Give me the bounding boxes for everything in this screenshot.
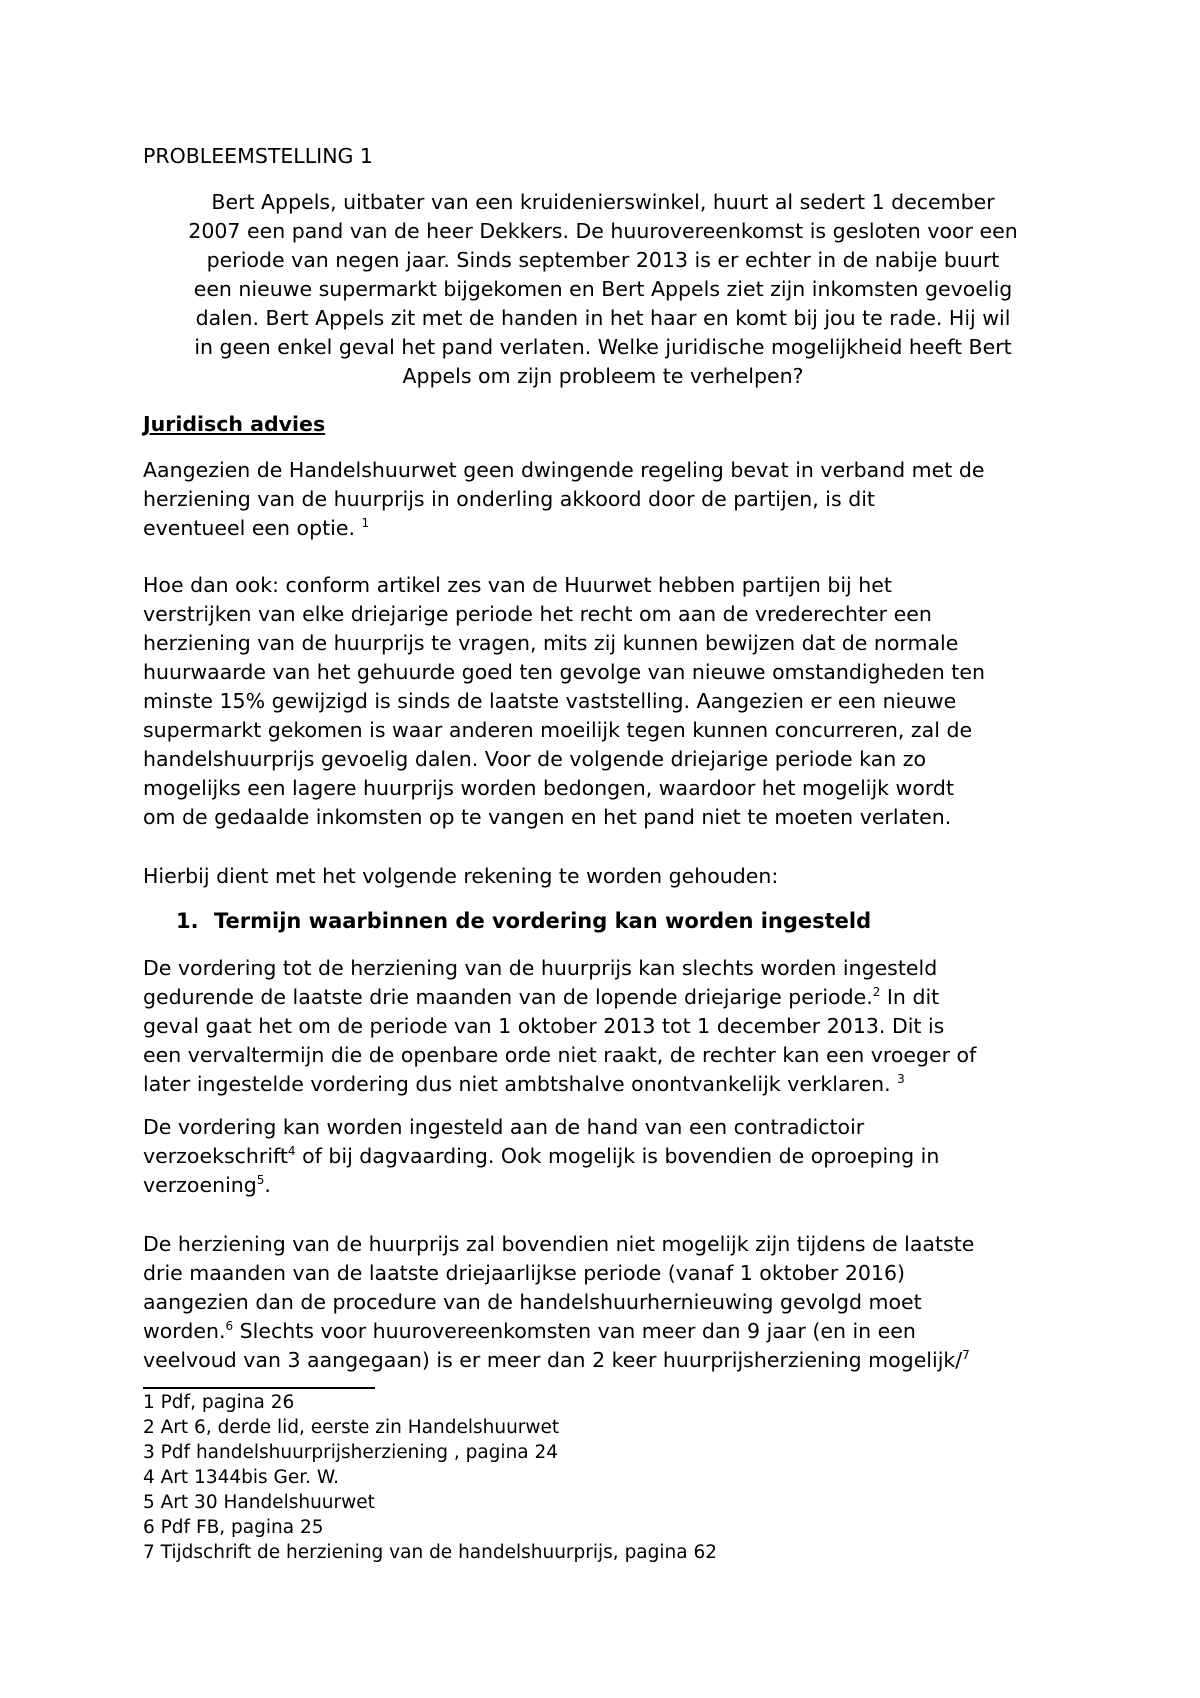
- text-line: om de gedaalde inkomsten op te vangen en het pand niet te moeten verlaten.: [143, 805, 952, 829]
- footnote-ref: 2: [872, 985, 881, 999]
- text-line: Hoe dan ook: conform artikel zes van de Huurwet hebben partijen bij het: [143, 573, 892, 597]
- footnote: 1 Pdf, pagina 26: [143, 1392, 295, 1413]
- paragraph-procedure: [143, 1113, 1063, 1200]
- footnote: 2 Art 6, derde lid, eerste zin Handelshuurwet: [143, 1417, 560, 1438]
- footnote: 6 Pdf FB, pagina 25: [143, 1517, 324, 1538]
- footnote-ref: 4: [287, 1144, 296, 1158]
- text-line: veelvoud van 3 aangegaan) is er meer dan 2 keer huurprijsherziening mogelijk/$^7$: [143, 1348, 970, 1372]
- text-line: supermarkt gekomen is waar anderen moeilijk tegen kunnen concurreren, zal de: [143, 718, 973, 742]
- footnote: 5 Art 30 Handelshuurwet: [143, 1492, 375, 1513]
- footnote-ref: 1: [361, 516, 370, 530]
- text-line: De vordering tot de herziening van de huurprijs kan slechts worden ingesteld: [143, 956, 938, 980]
- text-line: handelshuurprijs gevoelig dalen. Voor de volgende driejarige periode kan zo: [143, 747, 927, 771]
- text-line: herziening van de huurprijs te vragen, mits zij kunnen bewijzen dat de normale: [143, 631, 959, 655]
- footnote-ref: 5: [256, 1173, 265, 1187]
- text-line: worden.$^6$ Slechts voor huurovereenkomsten van meer dan 9 jaar (en in een: [143, 1319, 916, 1343]
- section-heading-1: [176, 907, 1096, 936]
- footnote-ref: 6: [225, 1319, 234, 1333]
- problem-line: periode van negen jaar. Sinds september 2013 is er echter in de nabije buurt: [206, 248, 1000, 272]
- text-line: verstrijken van elke driejarige periode het recht om aan de vrederechter een: [143, 602, 932, 626]
- paragraph-termijn: [143, 954, 1063, 1099]
- footnote: 4 Art 1344bis Ger. W.: [143, 1467, 339, 1488]
- advies-heading: Juridisch advies: [143, 412, 326, 436]
- problem-line: Bert Appels, uitbater van een kruidenierswinkel, huurt al sedert 1 december: [211, 190, 995, 214]
- text-line: De herziening van de huurprijs zal bovendien niet mogelijk zijn tijdens de laatste: [143, 1232, 975, 1256]
- problem-statement: [143, 188, 1063, 391]
- section-number: 1.: [176, 909, 199, 933]
- text-line: aangezien dan de procedure van de handelshuurhernieuwing gevolgd moet: [143, 1290, 922, 1314]
- footnote: 3 Pdf handelshuurprijsherziening , pagina 24: [143, 1442, 559, 1463]
- text-line: minste 15% gewijzigd is sinds de laatste vaststelling. Aangezien er een nieuwe: [143, 689, 957, 713]
- page-title: PROBLEEMSTELLING 1: [143, 144, 373, 168]
- footnote-ref: 3: [897, 1072, 905, 1086]
- text-line: drie maanden van de laatste driejaarlijkse periode (vanaf 1 oktober 2016): [143, 1261, 906, 1285]
- text-line: een vervaltermijn die de openbare orde niet raakt, de rechter kan een vroeger of: [143, 1043, 977, 1067]
- text-line: geval gaat het om de periode van 1 oktober 2013 tot 1 december 2013. Dit is: [143, 1014, 945, 1038]
- footnotes: [143, 1390, 717, 1565]
- problem-line: in geen enkel geval het pand verlaten. Welke juridische mogelijkheid heeft Bert: [194, 335, 1012, 359]
- text-line: Aangezien de Handelshuurwet geen dwingende regeling bevat in verband met de: [143, 458, 985, 482]
- paragraph-lead: Hierbij dient met het volgende rekening te worden gehouden:: [143, 864, 779, 888]
- text-line: herziening van de huurprijs in onderling akkoord door de partijen, is dit: [143, 487, 875, 511]
- text-line: eventueel een optie. $^1$: [143, 516, 370, 540]
- problem-line: 2007 een pand van de heer Dekkers. De huurovereenkomst is gesloten voor een: [188, 219, 1018, 243]
- problem-line: een nieuwe supermarkt bijgekomen en Bert Appels ziet zijn inkomsten gevoelig: [193, 277, 1013, 301]
- text-line: verzoening$^5$.: [143, 1173, 271, 1197]
- footnote-ref: 7: [962, 1348, 970, 1362]
- text-line: gedurende de laatste drie maanden van de lopende driejarige periode.$^2$ In dit: [143, 985, 940, 1009]
- section-title: Termijn waarbinnen de vordering kan worden ingesteld: [214, 909, 872, 933]
- text-line: verzoekschrift$^4$ of bij dagvaarding. Ook mogelijk is bovendien de oproeping in: [143, 1144, 940, 1168]
- paragraph-intro: [143, 456, 1063, 543]
- paragraph-analysis: [143, 571, 1063, 832]
- text-line: later ingestelde vordering dus niet ambtshalve onontvankelijk verklaren. $^3$: [143, 1072, 905, 1096]
- footnote: 7 Tijdschrift de herziening van de handelshuurprijs, pagina 62: [143, 1542, 718, 1563]
- text-line: huurwaarde van het gehuurde goed ten gevolge van nieuwe omstandigheden ten: [143, 660, 985, 684]
- problem-line: dalen. Bert Appels zit met de handen in het haar en komt bij jou te rade. Hij wil: [195, 306, 1011, 330]
- text-line: De vordering kan worden ingesteld aan de hand van een contradictoir: [143, 1115, 865, 1139]
- text-line: mogelijks een lagere huurprijs worden bedongen, waardoor het mogelijk wordt: [143, 776, 954, 800]
- paragraph-restriction: [143, 1230, 1063, 1375]
- problem-line: Appels om zijn probleem te verhelpen?: [402, 364, 804, 388]
- footnote-separator: [143, 1387, 375, 1389]
